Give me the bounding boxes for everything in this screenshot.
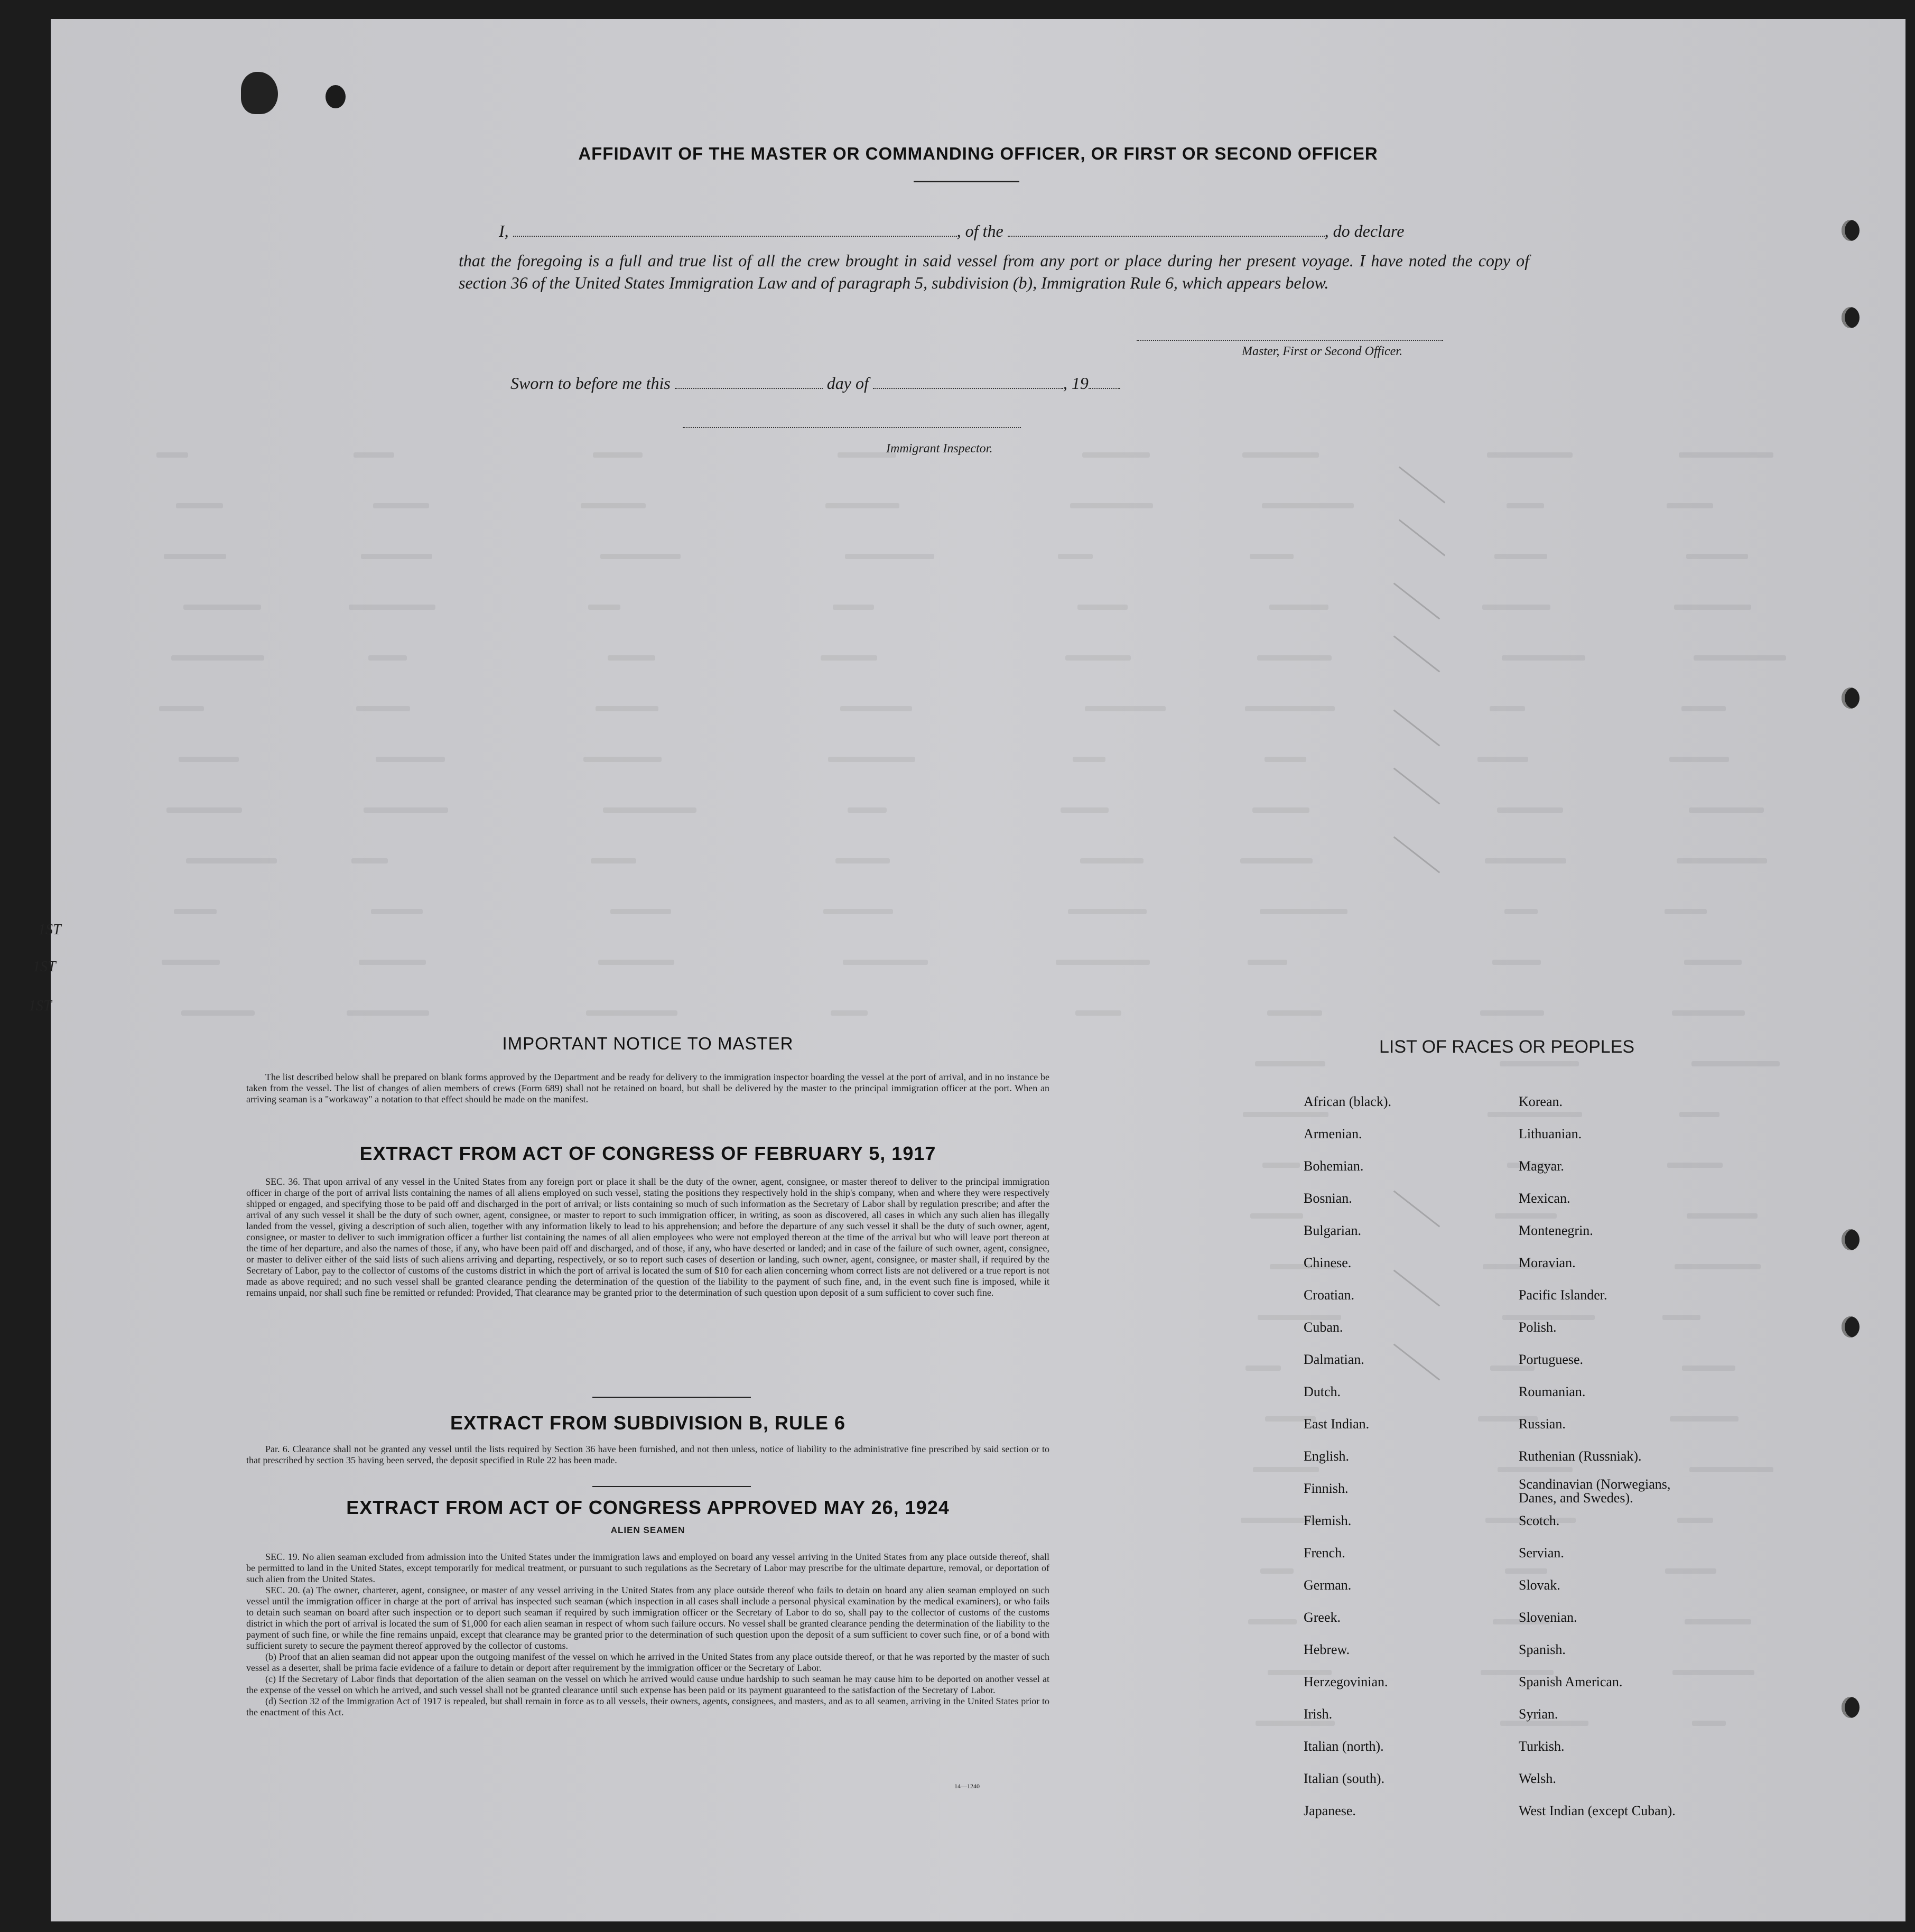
bleed-through-mark [1262, 503, 1354, 508]
race-entry: African (black). [1304, 1094, 1392, 1109]
race-entry: Chinese. [1304, 1255, 1352, 1270]
bleed-through-mark [159, 706, 204, 711]
bleed-through-mark [1497, 807, 1563, 813]
pencil-check [1393, 582, 1440, 619]
race-entry: Armenian. [1304, 1126, 1362, 1141]
bleed-through-mark [831, 1010, 868, 1016]
alien-seamen-subtitle: ALIEN SEAMEN [610, 1525, 685, 1535]
race-entry: Spanish. [1519, 1642, 1566, 1657]
race-entry: French. [1304, 1545, 1345, 1561]
section-divider [592, 1397, 751, 1398]
bleed-through-mark [1056, 960, 1150, 965]
sworn-line [510, 372, 1120, 393]
margin-mark-1st: 1ST [29, 998, 52, 1014]
binding-hole [1842, 220, 1860, 241]
section-divider [592, 1486, 751, 1487]
bleed-through-mark [1672, 1010, 1745, 1016]
ink-dot [326, 85, 346, 108]
bleed-through-mark [1502, 655, 1585, 661]
bleed-through-mark [174, 909, 217, 914]
race-entry: Irish. [1304, 1706, 1333, 1722]
bleed-through-mark [581, 503, 646, 508]
sworn-month-field[interactable] [873, 372, 1063, 389]
bleed-through-mark [1065, 655, 1131, 661]
bleed-through-mark [1255, 1061, 1325, 1066]
inspector-signature-line[interactable] [683, 427, 1021, 428]
race-entry: Moravian. [1519, 1255, 1576, 1270]
race-entry: Montenegrin. [1519, 1223, 1593, 1238]
bleed-through-mark [821, 655, 877, 661]
bleed-through-mark [586, 1010, 677, 1016]
bleed-through-mark [1482, 605, 1550, 610]
bleed-through-mark [1257, 655, 1332, 661]
bleed-through-mark [848, 807, 887, 813]
bleed-through-mark [1260, 909, 1347, 914]
bleed-through-mark [1667, 503, 1713, 508]
race-entry: Magyar. [1519, 1158, 1564, 1174]
bleed-through-mark [598, 960, 674, 965]
bleed-through-mark [1082, 452, 1150, 458]
bleed-through-mark [1070, 503, 1153, 508]
bleed-through-mark [183, 605, 261, 610]
race-entry: Spanish American. [1519, 1674, 1623, 1689]
bleed-through-mark [179, 757, 239, 762]
bleed-through-mark [347, 1010, 429, 1016]
bleed-through-mark [181, 1010, 255, 1016]
signature-line[interactable] [1137, 340, 1443, 341]
race-entry: Dalmatian. [1304, 1352, 1364, 1367]
bleed-through-mark [1240, 858, 1313, 863]
bleed-through-mark [1500, 1061, 1579, 1066]
bleed-through-mark [186, 858, 277, 863]
affidavit-declaration-line [499, 220, 1529, 241]
bleed-through-mark [359, 960, 426, 965]
sec20b-paragraph: (b) Proof that an alien seaman did not appear upon the outgoing manifest of the vessel on which he arrived in the United States from any place outside thereof, or that he was reported by the master of such vessel as a deserter, shall be prima facie evidence of a failure to detain or deport after requirement by the immigration officer or the Secretary of Labor. [246, 1651, 1049, 1673]
extract-rule6-title: EXTRACT FROM SUBDIVISION B, RULE 6 [450, 1412, 846, 1434]
bleed-through-mark [591, 858, 636, 863]
bleed-through-mark [164, 554, 226, 559]
races-column-left [1304, 1085, 1504, 1827]
race-entry: Polish. [1519, 1320, 1557, 1335]
race-entry: Croatian. [1304, 1287, 1355, 1303]
race-entry: Ruthenian (Russniak). [1519, 1448, 1642, 1464]
bleed-through-mark [351, 858, 388, 863]
bleed-through-mark [1504, 909, 1538, 914]
pencil-check [1393, 836, 1440, 873]
year-prefix: , 19 [1063, 374, 1089, 393]
bleed-through-mark [1494, 554, 1547, 559]
inspector-label: Immigrant Inspector. [886, 442, 993, 456]
bleed-through-mark [608, 655, 655, 661]
binding-hole [1842, 1697, 1860, 1718]
bleed-through-mark [1267, 1010, 1322, 1016]
day-of-label: day of [826, 374, 869, 393]
race-entry: Pacific Islander. [1519, 1287, 1607, 1303]
bleed-through-mark [843, 960, 928, 965]
notice-paragraph: The list described below shall be prepared on blank forms approved by the Department and be ready for delivery to the immigration inspector boarding the vessel at the port of arrival, and in no instance be taken from the vessel. The list of changes of alien members of crews (Form 689) shall not be retained on board, but shall be delivered by the master to the principal immigration officer at the port. When an arriving seaman is a "workaway" a notation to that effect should be made on the manifest. [246, 1072, 1049, 1104]
race-entry: Italian (south). [1304, 1771, 1385, 1786]
race-entry: Italian (north). [1304, 1739, 1384, 1754]
binding-hole [1842, 1316, 1860, 1337]
form-number: 14—1240 [954, 1782, 980, 1790]
bleed-through-mark [1480, 1010, 1544, 1016]
pencil-check [1399, 519, 1446, 556]
bleed-through-mark [840, 706, 912, 711]
do-declare-label: , do declare [1324, 221, 1405, 240]
race-entry: Korean. [1519, 1094, 1563, 1109]
officer-name-field[interactable] [513, 220, 957, 237]
bleed-through-mark [171, 655, 264, 661]
bleed-through-mark [1252, 807, 1309, 813]
bleed-through-mark [376, 757, 445, 762]
bleed-through-mark [1679, 452, 1773, 458]
pencil-check [1393, 767, 1440, 804]
bleed-through-mark [1077, 605, 1128, 610]
bleed-through-mark [1085, 706, 1166, 711]
bleed-through-mark [166, 807, 242, 813]
bleed-through-mark [373, 503, 429, 508]
bleed-through-mark [1686, 554, 1748, 559]
bleed-through-mark [1677, 858, 1767, 863]
bleed-through-mark [596, 706, 658, 711]
ink-blot [241, 72, 278, 114]
bleed-through-mark [1507, 503, 1544, 508]
race-entry: Servian. [1519, 1545, 1564, 1561]
race-entry: Cuban. [1304, 1320, 1343, 1335]
bleed-through-mark [1492, 960, 1541, 965]
race-entry: West Indian (except Cuban). [1519, 1803, 1676, 1818]
bleed-through-mark [593, 452, 643, 458]
title-rule [914, 181, 1019, 182]
race-entry: Slovenian. [1519, 1610, 1577, 1625]
bleed-through-mark [368, 655, 407, 661]
bleed-through-mark [361, 554, 432, 559]
pencil-check [1393, 635, 1440, 672]
bleed-through-mark [1694, 655, 1786, 661]
race-entry: Scandinavian (Norwegians, Danes, and Swedes). [1519, 1476, 1671, 1506]
affidavit-title: AFFIDAVIT OF THE MASTER OR COMMANDING OFFICER, OR FIRST OR SECOND OFFICER [578, 144, 1378, 163]
bleed-through-mark [1262, 1163, 1300, 1168]
bleed-through-mark [156, 452, 188, 458]
race-entry: Syrian. [1519, 1706, 1558, 1722]
race-entry: Bohemian. [1304, 1158, 1364, 1174]
race-entry: Bosnian. [1304, 1191, 1352, 1206]
race-entry: Roumanian. [1519, 1384, 1586, 1399]
margin-mark-1st: 1ST [33, 959, 56, 975]
race-entry: Bulgarian. [1304, 1223, 1362, 1238]
bleed-through-mark [1061, 807, 1109, 813]
bleed-through-mark [600, 554, 681, 559]
bleed-through-mark [349, 605, 435, 610]
sec20d-paragraph: (d) Section 32 of the Immigration Act of 1917 is repealed, but shall remain in force as to all vessels, their owners, agents, consignees, and masters, and as to all seamen, arriving in the United States prior to the enactment of this Act. [246, 1696, 1049, 1717]
extract-rule6-text [246, 1444, 1049, 1466]
bleed-through-mark [356, 706, 410, 711]
notice-text [246, 1072, 1049, 1105]
bleed-through-mark [833, 605, 874, 610]
bleed-through-mark [1245, 1366, 1281, 1371]
vessel-name-field[interactable] [1008, 220, 1325, 237]
bleed-through-mark [1674, 605, 1751, 610]
race-entry: Welsh. [1519, 1771, 1556, 1786]
sec19-paragraph: SEC. 19. No alien seaman excluded from admission into the United States under the immigration laws and employed on board any vessel arriving in the United States from any place outside thereof, shall be permitted to land in the United States, except temporarily for medical treatment, or pursuant to such regulations as the Secretary of Labor may prescribe for the ultimate departure, removal, or deportation of such alien from the United States. [246, 1552, 1049, 1584]
rule6-paragraph: Par. 6. Clearance shall not be granted any vessel until the lists required by Section 36 have been furnished, and not then unless, notice of liability to the administrative fine prescribed by said section or to that prescribed by section 35 having been served, the deposit specified in Rule 22 has been made. [246, 1444, 1049, 1465]
pronoun-i: I, [499, 221, 509, 240]
bleed-through-mark [1665, 909, 1707, 914]
race-entry: Finnish. [1304, 1481, 1349, 1496]
bleed-through-mark [610, 909, 671, 914]
bleed-through-mark [825, 503, 899, 508]
bleed-through-mark [1477, 757, 1528, 762]
bleed-through-mark [835, 858, 890, 863]
race-entry: Greek. [1304, 1610, 1341, 1625]
bleed-through-mark [1669, 757, 1729, 762]
bleed-through-mark [603, 807, 696, 813]
bleed-through-mark [1075, 1010, 1121, 1016]
bleed-through-mark [823, 909, 893, 914]
binding-hole [1842, 1229, 1860, 1250]
bleed-through-mark [1248, 1619, 1297, 1624]
bleed-through-mark [1691, 1061, 1780, 1066]
binding-hole [1842, 688, 1860, 709]
bleed-through-mark [845, 554, 934, 559]
race-entry: English. [1304, 1448, 1349, 1464]
bleed-through-mark [1058, 554, 1093, 559]
bleed-through-mark [1068, 909, 1147, 914]
race-entry: Slovak. [1519, 1577, 1560, 1593]
race-entry: Japanese. [1304, 1803, 1356, 1818]
race-entry: Turkish. [1519, 1739, 1565, 1754]
sworn-date-field[interactable] [675, 372, 823, 389]
bleed-through-mark [1487, 452, 1573, 458]
race-entry: Hebrew. [1304, 1642, 1350, 1657]
bleed-through-mark [1242, 452, 1319, 458]
sec20c-paragraph: (c) If the Secretary of Labor finds that deportation of the alien seaman on the vessel on which he arrived would cause undue hardship to such seaman he may cause him to be deported on another vessel at the expense of the vessel on which he arrived, and such vessel shall not be granted clearance until such expense has been paid or its payment guaranteed to the satisfaction of the Secretary of Labor. [246, 1674, 1049, 1695]
bleed-through-mark [364, 807, 448, 813]
bleed-through-mark [176, 503, 223, 508]
bleed-through-mark [1265, 757, 1306, 762]
race-entry: Dutch. [1304, 1384, 1341, 1399]
race-entry: Portuguese. [1519, 1352, 1584, 1367]
race-entry: East Indian. [1304, 1416, 1370, 1432]
notice-title: IMPORTANT NOTICE TO MASTER [502, 1034, 794, 1053]
of-the-label: , of the [956, 221, 1003, 240]
sworn-prefix: Sworn to before me this [510, 374, 671, 393]
bleed-through-mark [1073, 757, 1105, 762]
section-36-paragraph: SEC. 36. That upon arrival of any vessel in the United States from any foreign port or place it shall be the duty of the owner, agent, consignee, or master thereof to deliver to the principal immigration officer in charge of the port of arrival lists containing the names of all aliens employed on such vessel, stating the positions they respectively hold in the ship's company, when and where they were respectively shipped or engaged, and specifying those to be paid off and discharged in the port of arrival; or lists containing so much of such information as the Secretary of Labor shall by regulation prescribe; and after the arrival of any such vessel it shall be the duty of such owner, agent, consignee, or master to report to such immigration officer, in writing, as soon as discovered, all cases in which any such alien has illegally landed from the vessel, giving a description of such alien, together with any information likely to lead to his apprehension; and before the departure of any such vessel it shall be the duty of such owner, agent, consignee, or master to deliver to such immigration officer a further list containing the names of all alien employees who were not employed thereon at the time of the arrival but who will leave port thereon at the time of her departure, and also the names of those, if any, who have been paid off and discharged, and of those, if any, who have deserted or landed; and in case of the failure of such owner, agent, consignee, or master to deliver either of the said lists of such aliens arriving and departing, respectively, or so to report such cases of desertion or landing, such owner, agent, consignee, or master shall, if required by the Secretary of Labor, pay to the collector of customs of the customs district in which the port of arrival is located the sum of $10 for each alien concerning whom correct lists are not delivered or a true report is not made as above required; and no such vessel shall be granted clearance pending the determination of the question of the liability to the payment of such fine, and, in the event such fine is imposed, while it remains unpaid, nor shall such fine be remitted or refunded: Provided, That clearance may be granted prior to the determination of such question upon deposit of a sum sufficient to cover such fine. [246, 1176, 1049, 1298]
bleed-through-mark [583, 757, 662, 762]
race-entry: Flemish. [1304, 1513, 1352, 1528]
race-entry: Russian. [1519, 1416, 1566, 1432]
bleed-through-mark [588, 605, 620, 610]
extract-1917-title: EXTRACT FROM ACT OF CONGRESS OF FEBRUARY 5, 1917 [359, 1143, 936, 1164]
bleed-through-mark [1485, 858, 1566, 863]
bleed-through-mark [1490, 706, 1525, 711]
race-entry: Mexican. [1519, 1191, 1570, 1206]
bleed-through-mark [1245, 706, 1335, 711]
race-entry: German. [1304, 1577, 1352, 1593]
bleed-through-mark [354, 452, 394, 458]
bleed-through-mark [1260, 1568, 1294, 1574]
extract-1924-text [246, 1552, 1049, 1718]
race-entry: Herzegovinian. [1304, 1674, 1388, 1689]
margin-mark-1st: 1ST [38, 922, 61, 938]
extract-1917-text [246, 1176, 1049, 1298]
bleed-through-mark [1689, 807, 1764, 813]
bleed-through-mark [1681, 706, 1726, 711]
bleed-through-mark [1248, 960, 1287, 965]
bleed-through-mark [828, 757, 915, 762]
bleed-through-mark [1250, 1213, 1303, 1219]
pencil-check [1393, 709, 1440, 746]
bleed-through-mark [1684, 960, 1742, 965]
races-column-right [1519, 1085, 1741, 1827]
sec20a-paragraph: SEC. 20. (a) The owner, charterer, agent, consignee, or master of any vessel arriving in the United States from any place outside thereof who fails to detain on board any alien seaman employed on such vessel until the immigration officer in charge at the port of arrival has inspected such seaman (which inspection in all cases shall include a personal physical examination by the medical examiners), or who fails to detain such seaman on board after such inspection or to deport such seaman if required by such immigration officer or the Secretary of Labor to do so, shall pay to the collector of customs of the customs district in which the port of arrival is located the sum of $1,000 for each alien seaman in respect of whom such failure occurs. No vessel shall be granted clearance pending the determination of the liability to the payment of such fine, or while the fine remains unpaid, except that clearance may be granted prior to the determination of such question upon the deposit of a sum sufficient to cover such fine, or of a bond with sufficient surety to secure the payment thereof approved by the collector of customs. [246, 1585, 1049, 1651]
bleed-through-mark [371, 909, 423, 914]
manifest-page [29, 19, 1905, 1921]
affidavit-body: that the foregoing is a full and true list of all the crew brought in said vessel from any port or place during her present voyage. I have noted the copy of section 36 of the United States Immigration Law and of paragraph 5, subdivision (b), Immigration Rule 6, which appears below. [459, 251, 1529, 292]
binding-hole [1842, 307, 1860, 328]
bleed-through-mark [1250, 554, 1294, 559]
races-title: LIST OF RACES OR PEOPLES [1379, 1037, 1635, 1057]
signature-label: Master, First or Second Officer. [1242, 345, 1402, 358]
extract-1924-title: EXTRACT FROM ACT OF CONGRESS APPROVED MAY 26, 1924 [346, 1497, 950, 1518]
pencil-check [1399, 466, 1446, 503]
race-entry: Scotch. [1519, 1513, 1560, 1528]
bleed-through-mark [162, 960, 220, 965]
sworn-year-field[interactable] [1089, 372, 1120, 389]
bleed-through-mark [1080, 858, 1144, 863]
bleed-through-mark [1269, 605, 1328, 610]
race-entry: Lithuanian. [1519, 1126, 1582, 1141]
